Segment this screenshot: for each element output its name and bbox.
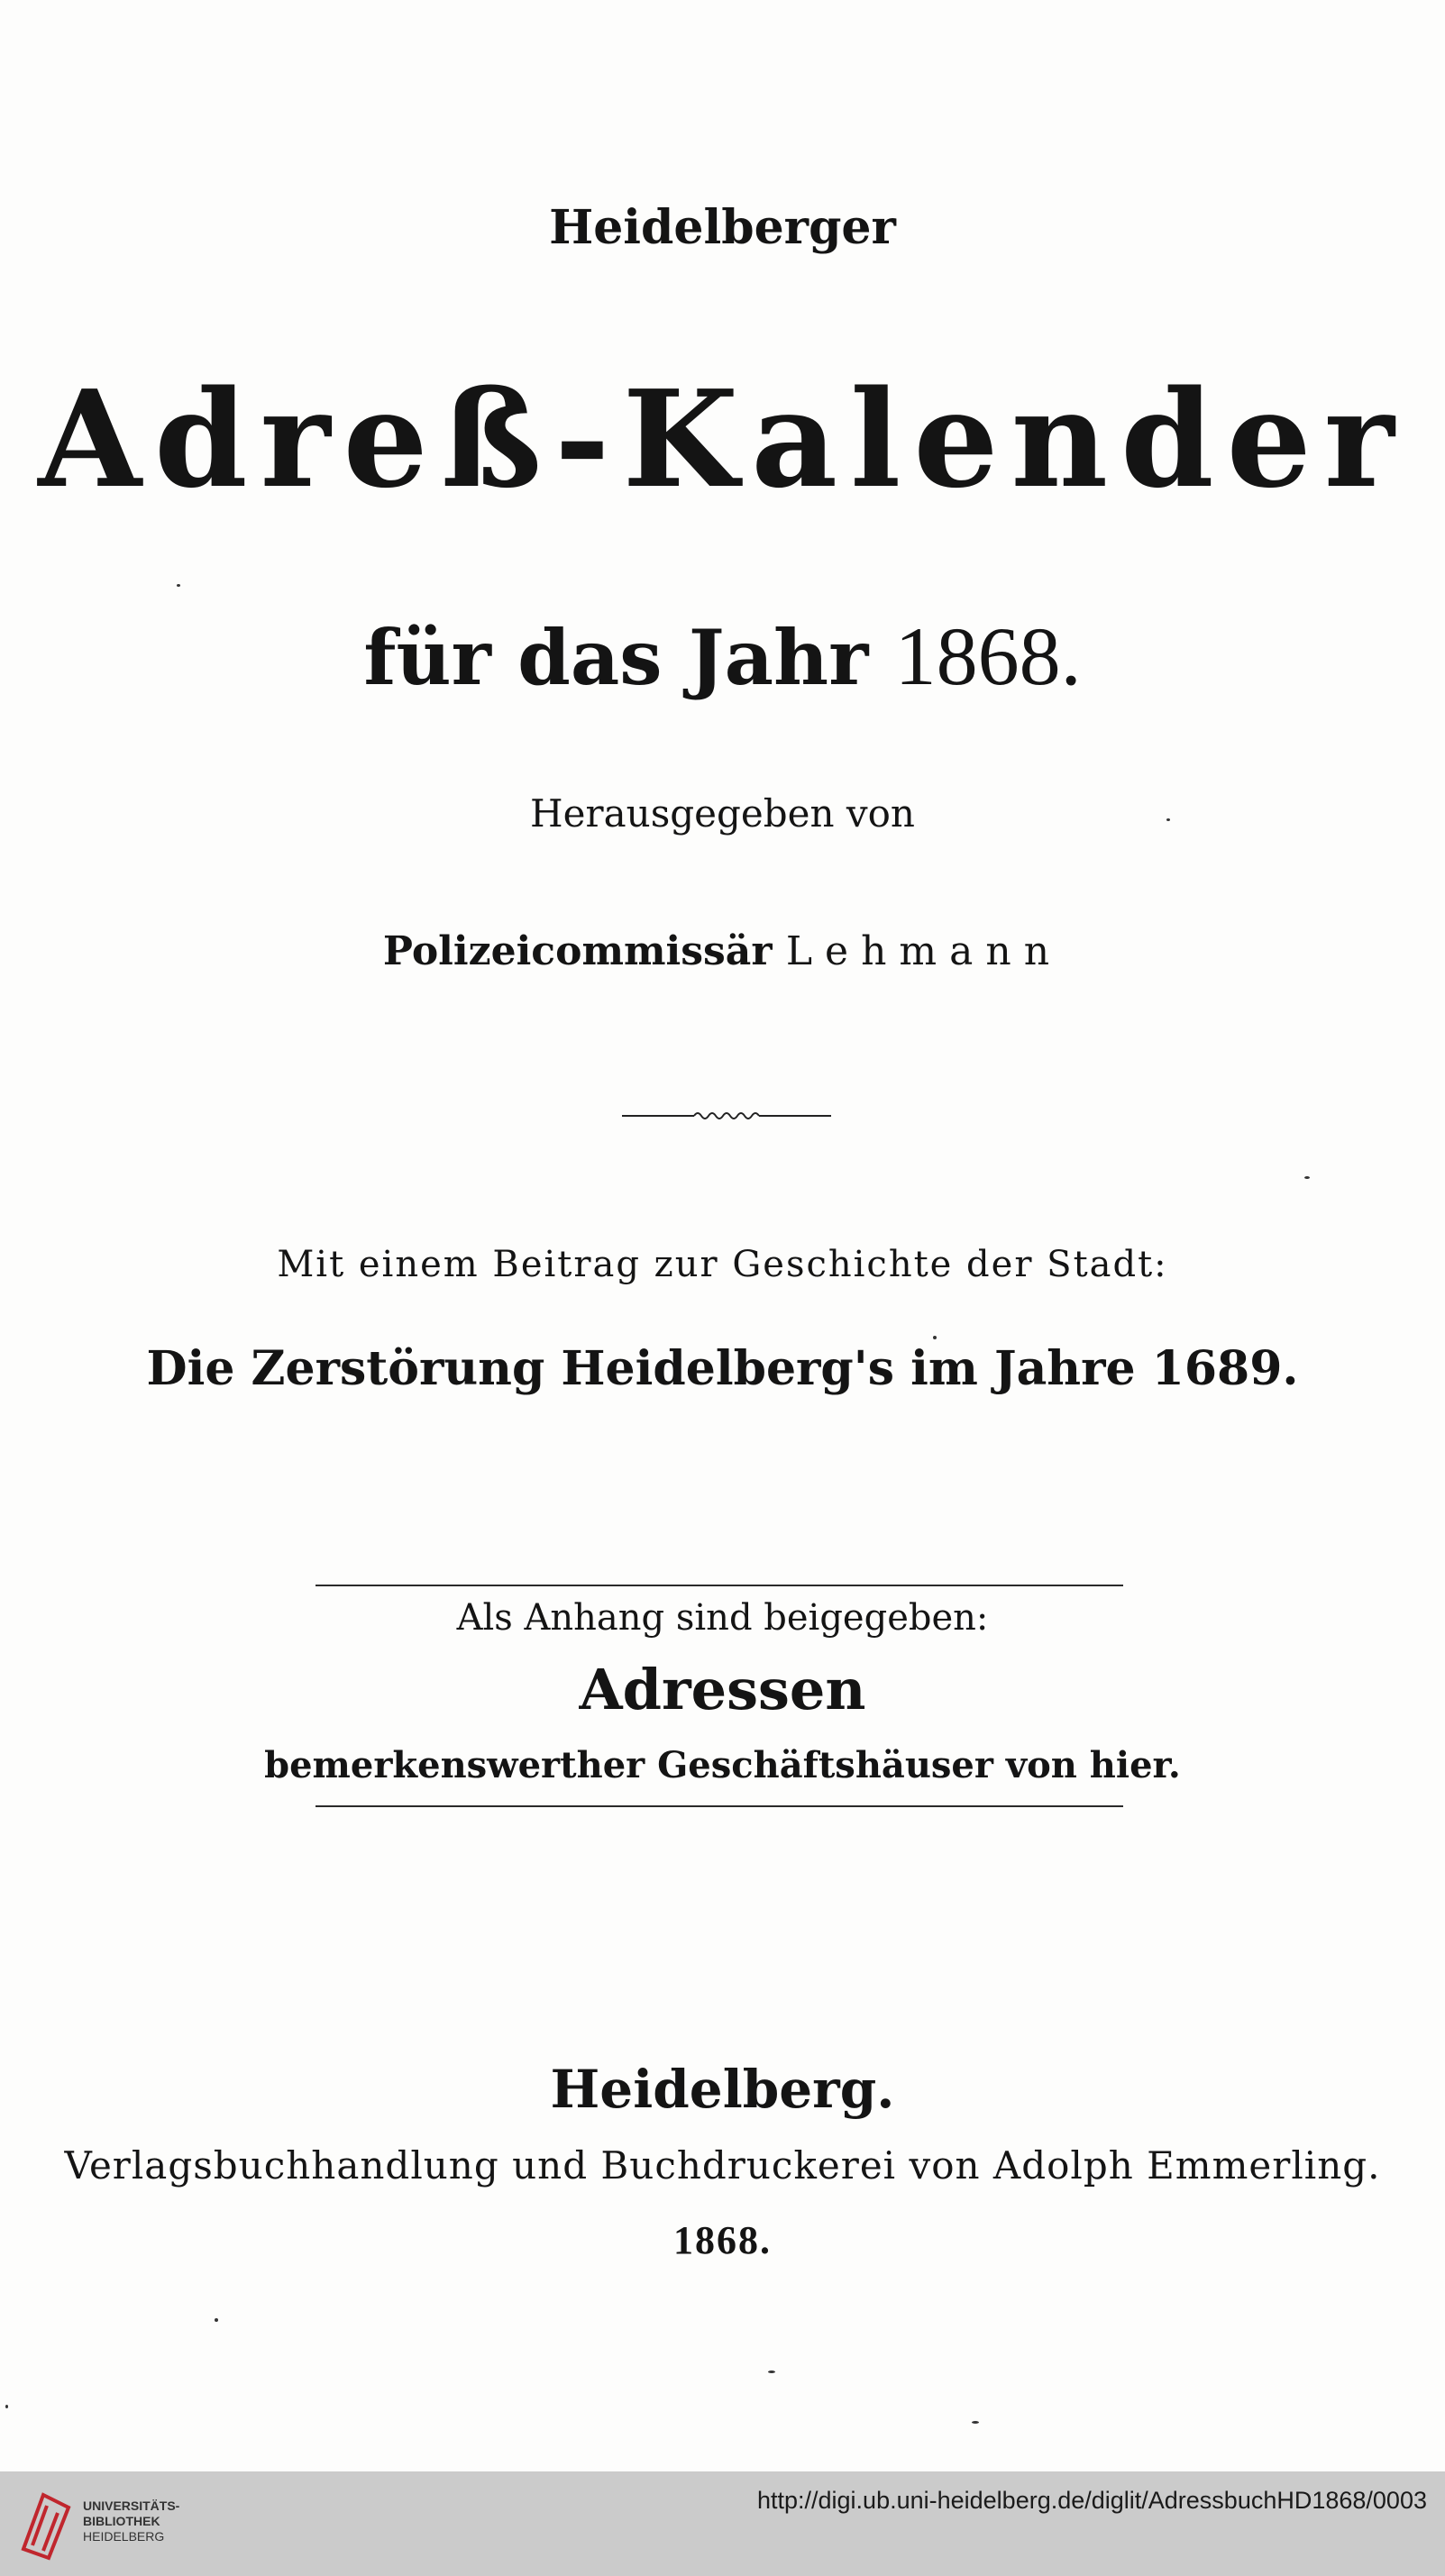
print-speck: [972, 2421, 979, 2424]
print-speck: [768, 2370, 775, 2373]
print-speck: [1304, 1176, 1310, 1179]
editor-intro: Herausgegeben von: [530, 791, 915, 836]
publisher-line: Verlagsbuchhandlung und Buchdruckerei von Adolph Emmerling.: [64, 2143, 1381, 2188]
editor-title: Polizeicommissär: [382, 928, 773, 974]
appendix-intro: Als Anhang sind beigegeben:: [456, 1597, 989, 1639]
subtitle-prefix: für das Jahr: [363, 613, 869, 702]
library-name: [83, 2498, 179, 2544]
print-speck: [1166, 818, 1170, 821]
source-url-link[interactable]: http://digi.ub.uni-heidelberg.de/diglit/AdressbuchHD1868/0003: [756, 2487, 1427, 2514]
main-title: Adreß-Kalender: [38, 361, 1407, 517]
subtitle-year-number: 1868.: [894, 610, 1082, 702]
print-speck: [215, 2318, 218, 2322]
print-speck: [177, 584, 180, 587]
library-name-line3: HEIDELBERG: [83, 2529, 165, 2544]
ornamental-divider: [622, 1109, 831, 1121]
digitization-footer: [0, 2471, 1445, 2576]
library-name-line2: BIBLIOTHEK: [83, 2514, 160, 2528]
subtitle-year: [0, 608, 1445, 704]
print-speck: [933, 1336, 937, 1339]
appendix-subtitle: bemerkenswerther Geschäftshäuser von hier.: [264, 1744, 1181, 1786]
editor-name: [0, 928, 1445, 974]
rule-top: [316, 1585, 1123, 1586]
print-speck: [5, 2405, 8, 2408]
editor-surname: Lehmann: [785, 928, 1063, 974]
contribution-intro: Mit einem Beitrag zur Geschichte der Stadt:: [277, 1244, 1168, 1285]
appendix-title: Adressen: [579, 1657, 866, 1722]
heading-heidelberger: Heidelberger: [549, 200, 896, 255]
place-of-publication: Heidelberg.: [550, 2059, 895, 2120]
publication-year: 1868.: [673, 2218, 772, 2262]
library-name-line1: UNIVERSITÄTS-: [83, 2498, 180, 2513]
contribution-title: Die Zerstörung Heidelberg's im Jahre 1689.: [146, 1341, 1299, 1396]
rule-bottom: [316, 1805, 1123, 1807]
ub-heidelberg-logo-icon: [16, 2486, 76, 2562]
